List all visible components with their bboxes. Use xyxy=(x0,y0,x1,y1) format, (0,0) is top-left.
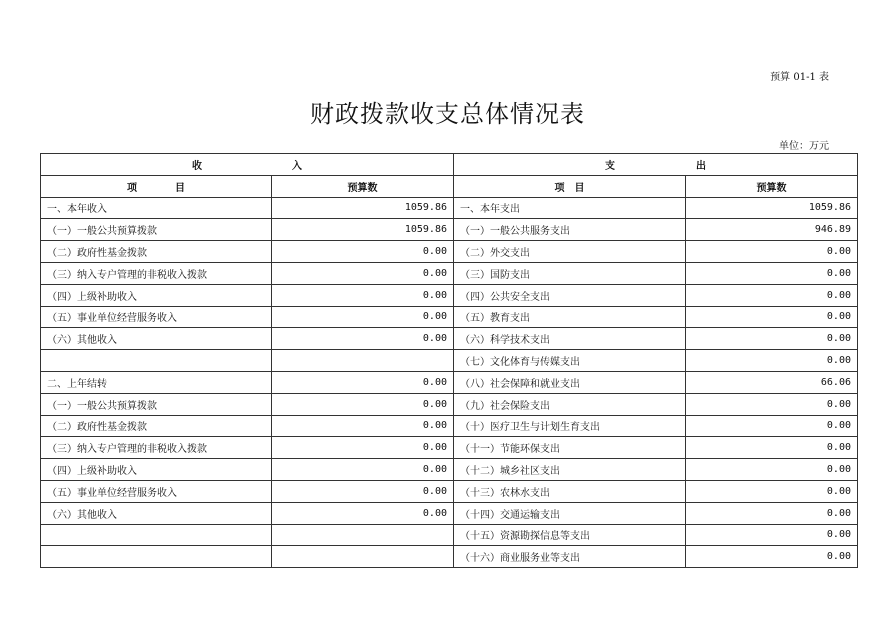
income-budget-cell: 1059.86 xyxy=(272,197,454,219)
expense-item-cell: （十五）资源勘探信息等支出 xyxy=(454,524,686,546)
income-budget-column-header: 预算数 xyxy=(272,175,454,197)
expense-item-cell: （十六）商业服务业等支出 xyxy=(454,546,686,568)
income-budget-cell xyxy=(272,546,454,568)
expense-budget-cell: 0.00 xyxy=(686,459,858,481)
table-row xyxy=(41,437,858,459)
income-budget-cell: 0.00 xyxy=(272,284,454,306)
expense-section-header xyxy=(454,154,858,176)
income-budget-cell: 0.00 xyxy=(272,502,454,524)
unit-label: 单位：万元 xyxy=(779,141,829,152)
income-header-char-1: 收 xyxy=(192,160,202,172)
section-header-row xyxy=(41,154,858,176)
income-budget-cell: 0.00 xyxy=(272,328,454,350)
expense-item-cell: （二）外交支出 xyxy=(454,241,686,263)
expense-item-cell: 一、本年支出 xyxy=(454,197,686,219)
income-item-cell: （六）其他收入 xyxy=(41,502,272,524)
income-item-cell: （二）政府性基金拨款 xyxy=(41,241,272,263)
income-header-char-2: 入 xyxy=(292,160,302,172)
expense-budget-cell: 0.00 xyxy=(686,415,858,437)
item-header-char-2: 目 xyxy=(175,182,185,194)
expense-budget-cell: 66.06 xyxy=(686,371,858,393)
expense-budget-cell: 0.00 xyxy=(686,284,858,306)
income-budget-cell: 0.00 xyxy=(272,306,454,328)
income-item-cell: 一、本年收入 xyxy=(41,197,272,219)
income-budget-cell: 0.00 xyxy=(272,480,454,502)
income-budget-cell xyxy=(272,524,454,546)
expense-budget-cell: 0.00 xyxy=(686,393,858,415)
income-budget-cell: 0.00 xyxy=(272,393,454,415)
table-row xyxy=(41,241,858,263)
expense-budget-cell: 0.00 xyxy=(686,328,858,350)
income-section-header xyxy=(41,154,454,176)
income-item-cell xyxy=(41,350,272,372)
expense-budget-cell: 1059.86 xyxy=(686,197,858,219)
expense-budget-cell: 0.00 xyxy=(686,437,858,459)
expense-item-cell: （五）教育支出 xyxy=(454,306,686,328)
income-item-cell: （四）上级补助收入 xyxy=(41,284,272,306)
expense-item-cell: （四）公共安全支出 xyxy=(454,284,686,306)
expense-item-cell: （十四）交通运输支出 xyxy=(454,502,686,524)
income-budget-cell: 0.00 xyxy=(272,415,454,437)
income-item-cell: （二）政府性基金拨款 xyxy=(41,415,272,437)
expense-item-cell: （十一）节能环保支出 xyxy=(454,437,686,459)
expense-budget-cell: 0.00 xyxy=(686,350,858,372)
expense-budget-cell: 0.00 xyxy=(686,524,858,546)
income-budget-cell: 1059.86 xyxy=(272,219,454,241)
table-row xyxy=(41,350,858,372)
income-budget-cell: 0.00 xyxy=(272,262,454,284)
expense-header-char-2: 出 xyxy=(696,160,706,172)
expense-item-cell: （六）科学技术支出 xyxy=(454,328,686,350)
expense-budget-cell: 0.00 xyxy=(686,546,858,568)
table-row xyxy=(41,306,858,328)
income-item-column-header xyxy=(41,175,272,197)
budget-table xyxy=(40,153,858,568)
expense-header-char-1: 支 xyxy=(605,160,615,172)
expense-item-cell: （十三）农林水支出 xyxy=(454,480,686,502)
income-item-cell: （五）事业单位经营服务收入 xyxy=(41,306,272,328)
expense-item-cell: （十）医疗卫生与计划生育支出 xyxy=(454,415,686,437)
expense-item-cell: （一）一般公共服务支出 xyxy=(454,219,686,241)
expense-item-cell: （九）社会保险支出 xyxy=(454,393,686,415)
income-item-cell: （五）事业单位经营服务收入 xyxy=(41,480,272,502)
expense-budget-cell: 0.00 xyxy=(686,480,858,502)
expense-item-cell: （八）社会保障和就业支出 xyxy=(454,371,686,393)
expense-budget-cell: 946.89 xyxy=(686,219,858,241)
income-budget-cell: 0.00 xyxy=(272,459,454,481)
income-item-cell xyxy=(41,524,272,546)
income-item-cell: （一）一般公共预算拨款 xyxy=(41,393,272,415)
expense-item-cell: （三）国防支出 xyxy=(454,262,686,284)
table-row xyxy=(41,480,858,502)
expense-item-cell: （十二）城乡社区支出 xyxy=(454,459,686,481)
column-header-row xyxy=(41,175,858,197)
document-id-label: 预算 01-1 表 xyxy=(770,72,829,83)
income-item-cell: （三）纳入专户管理的非税收入拨款 xyxy=(41,437,272,459)
income-item-cell: （三）纳入专户管理的非税收入拨款 xyxy=(41,262,272,284)
expense-budget-cell: 0.00 xyxy=(686,262,858,284)
table-row xyxy=(41,524,858,546)
table-row xyxy=(41,197,858,219)
table-row xyxy=(41,459,858,481)
income-item-cell xyxy=(41,546,272,568)
table-row xyxy=(41,546,858,568)
table-row xyxy=(41,219,858,241)
income-item-cell: （四）上级补助收入 xyxy=(41,459,272,481)
expense-budget-cell: 0.00 xyxy=(686,306,858,328)
expense-budget-cell: 0.00 xyxy=(686,241,858,263)
income-item-cell: （六）其他收入 xyxy=(41,328,272,350)
table-row xyxy=(41,502,858,524)
table-row xyxy=(41,328,858,350)
page-title: 财政拨款收支总体情况表 xyxy=(310,100,585,128)
expense-item-cell: （七）文化体育与传媒支出 xyxy=(454,350,686,372)
income-budget-cell: 0.00 xyxy=(272,371,454,393)
expense-budget-cell: 0.00 xyxy=(686,502,858,524)
table-row xyxy=(41,393,858,415)
income-budget-cell: 0.00 xyxy=(272,437,454,459)
expense-budget-column-header: 预算数 xyxy=(686,175,858,197)
income-budget-cell xyxy=(272,350,454,372)
budget-table-body xyxy=(41,154,858,568)
table-row xyxy=(41,284,858,306)
item-header-char-1: 项 xyxy=(127,182,137,194)
expense-item-column-header: 项 目 xyxy=(454,175,686,197)
income-item-cell: （一）一般公共预算拨款 xyxy=(41,219,272,241)
table-row xyxy=(41,415,858,437)
income-item-cell: 二、上年结转 xyxy=(41,371,272,393)
table-row xyxy=(41,262,858,284)
table-row xyxy=(41,371,858,393)
income-budget-cell: 0.00 xyxy=(272,241,454,263)
